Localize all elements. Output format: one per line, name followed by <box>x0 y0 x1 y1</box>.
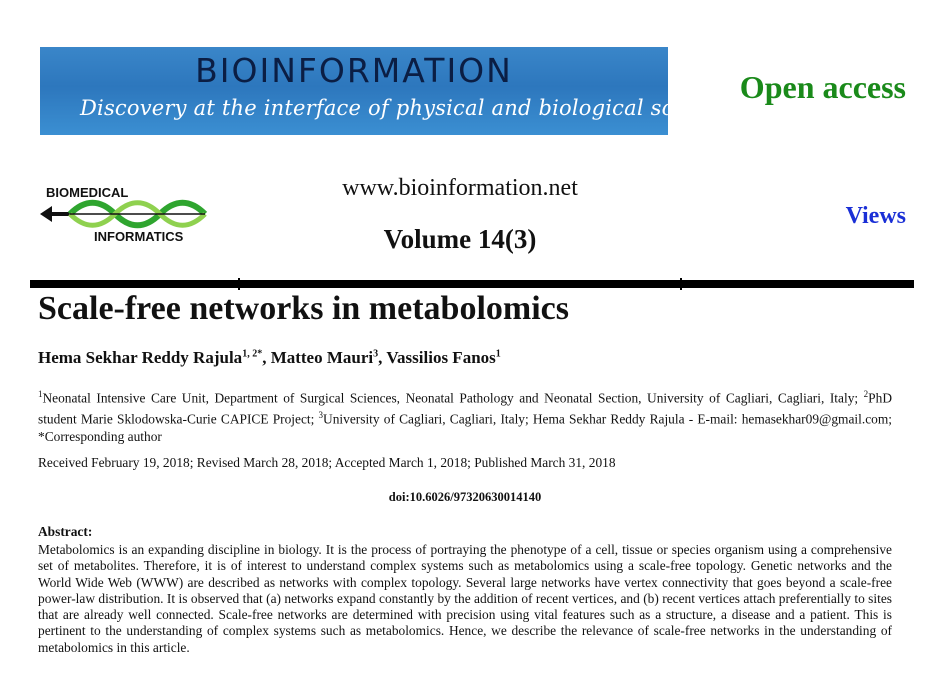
author-name: Vassilios Fanos <box>386 348 496 367</box>
affil-text: PhD student Marie Sklodowska-Curie CAPICE Project; <box>38 390 892 427</box>
divider-tick <box>238 278 240 290</box>
author-affil-sup: 3 <box>373 348 379 360</box>
affil-sup: 3 <box>318 409 324 420</box>
journal-website[interactable]: www.bioinformation.net <box>342 175 578 201</box>
section-label: Views <box>845 203 906 229</box>
affil-text: University of Cagliari, Cagliari, Italy; Hema Sekhar Reddy Rajula - E-mail: hemasekhar09@gmail.com; *Corresponding author <box>38 411 892 444</box>
author-name: Hema Sekhar Reddy Rajula <box>38 348 243 367</box>
doi-link[interactable]: doi:10.6026/97320630014140 <box>388 490 542 504</box>
article-title: Scale-free networks in metabolomics <box>38 290 569 327</box>
journal-volume: Volume 14(3) <box>383 224 537 254</box>
header-divider <box>30 280 914 288</box>
author-affil-sup: 1, 2* <box>242 348 263 360</box>
open-access-label: Open access <box>739 69 906 105</box>
banner-subtitle: Discovery at the interface of physical and biological sciences <box>80 96 743 120</box>
author-name: Matteo Mauri <box>270 348 374 367</box>
abstract-text: Metabolomics is an expanding discipline in biology. It is the process of portraying the phenotype of a cell, tissue or species organism using a comprehensive set of metabolites. Therefore, it is of interest to understand complex systems such as metabolomics using a scale-free topology. Genetic networks and the World Wide Web (WWW) are described as networks with complex topology. Several large networks have vertex connectivity that goes beyond a scale-free power-law distribution. It is observed that (a) networks expand constantly by the addition of recent vertices, and (b) recent vertices attach preferentially to sites that are already well connected. Scale-free networks are determined with precision using vital features such as a structure, a disease and a patient. This is pertinent to the understanding of complex systems such as metabolomics. Hence, we describe the relevance of scale-free networks in the understanding of metabolomics in this article. <box>38 542 892 655</box>
abstract-heading: Abstract: <box>38 524 93 539</box>
author-affil-sup: 1 <box>495 348 501 360</box>
journal-banner <box>40 47 743 135</box>
publication-dates: Received February 19, 2018; Revised March 28, 2018; Accepted March 1, 2018; Published March 31, 2018 <box>38 455 616 470</box>
affil-text: Neonatal Intensive Care Unit, Department of Surgical Sciences, Neonatal Pathology and Neonatal Section, University of Cagliari, Cagliari, Italy; <box>42 390 859 406</box>
logo-text-top: BIOMEDICAL <box>46 185 129 200</box>
logo-text-bottom: INFORMATICS <box>94 229 184 244</box>
banner-title: BIOINFORMATION <box>195 51 513 90</box>
affil-sup: 2 <box>863 389 869 399</box>
affil-sup: 1 <box>38 389 43 399</box>
affiliations <box>38 386 892 445</box>
divider-tick <box>680 278 682 290</box>
author-list: Hema Sekhar Reddy Rajula$^{1, 2*}$, Matteo Mauri$^3$, Vassilios Fanos$^1$ <box>38 348 501 367</box>
